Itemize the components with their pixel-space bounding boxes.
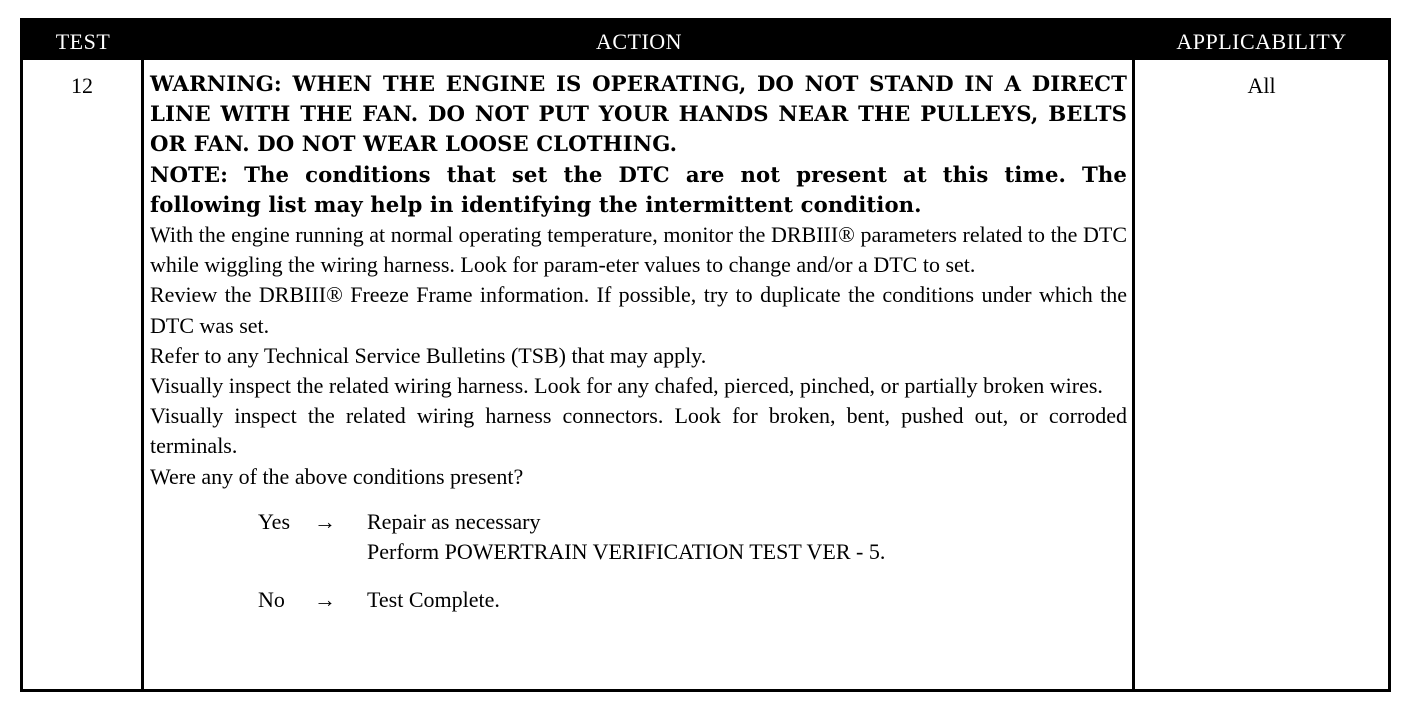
note-text: NOTE: The conditions that set the DTC are not present at this time. The following list may help in identifying the intermittent condition. [150,161,1127,217]
applicability-value: All [1247,73,1276,98]
instruction-paragraph: Refer to any Technical Service Bulletins (TSB) that may apply. [150,342,707,368]
header-test: TEST [55,29,111,54]
answer-yes-action: Repair as necessary [367,508,541,534]
instruction-paragraph: With the engine running at normal operating temperature, monitor the DRBIII® parameters related to the DTC while wiggling the wiring harness. Look for param-eter values to change and/or a DTC to set. [150,222,1127,278]
answer-yes-followup: Perform POWERTRAIN VERIFICATION TEST VER - 5. [367,538,886,564]
answer-no [150,585,1127,615]
right-arrow-icon: → [314,586,336,612]
instruction-paragraph: Review the DRBIII® Freeze Frame information. If possible, try to duplicate the conditions under which the DTC was set. [150,282,1127,338]
question-text: Were any of the above conditions present? [150,463,524,489]
header-applicability: APPLICABILITY [1176,29,1347,54]
instruction-paragraph: Visually inspect the related wiring harness. Look for any chafed, pierced, pinched, or partially broken wires. [150,373,1103,399]
answer-no-action: Test Complete. [367,586,500,612]
diagnostic-table [20,18,1391,692]
test-number: 12 [71,73,93,98]
right-arrow-icon: → [314,508,336,534]
warning-text: WARNING: WHEN THE ENGINE IS OPERATING, DO NOT STAND IN A DIRECT LINE WITH THE FAN. DO NOT PUT YOUR HANDS NEAR THE PULLEYS, BELTS OR FAN. DO NOT WEAR LOOSE CLOTHING. [150,71,1127,157]
answer-options [150,507,1127,615]
answer-yes-label: Yes [258,508,291,534]
column-divider [1132,60,1135,689]
table-header [23,21,1388,60]
instruction-paragraph: Visually inspect the related wiring harness connectors. Look for broken, bent, pushed out, or corroded terminals. [150,403,1127,459]
answer-yes [150,507,1127,567]
answer-no-label: No [258,586,285,612]
header-action: ACTION [595,29,683,54]
action-cell [150,69,1127,615]
column-divider [141,60,144,689]
